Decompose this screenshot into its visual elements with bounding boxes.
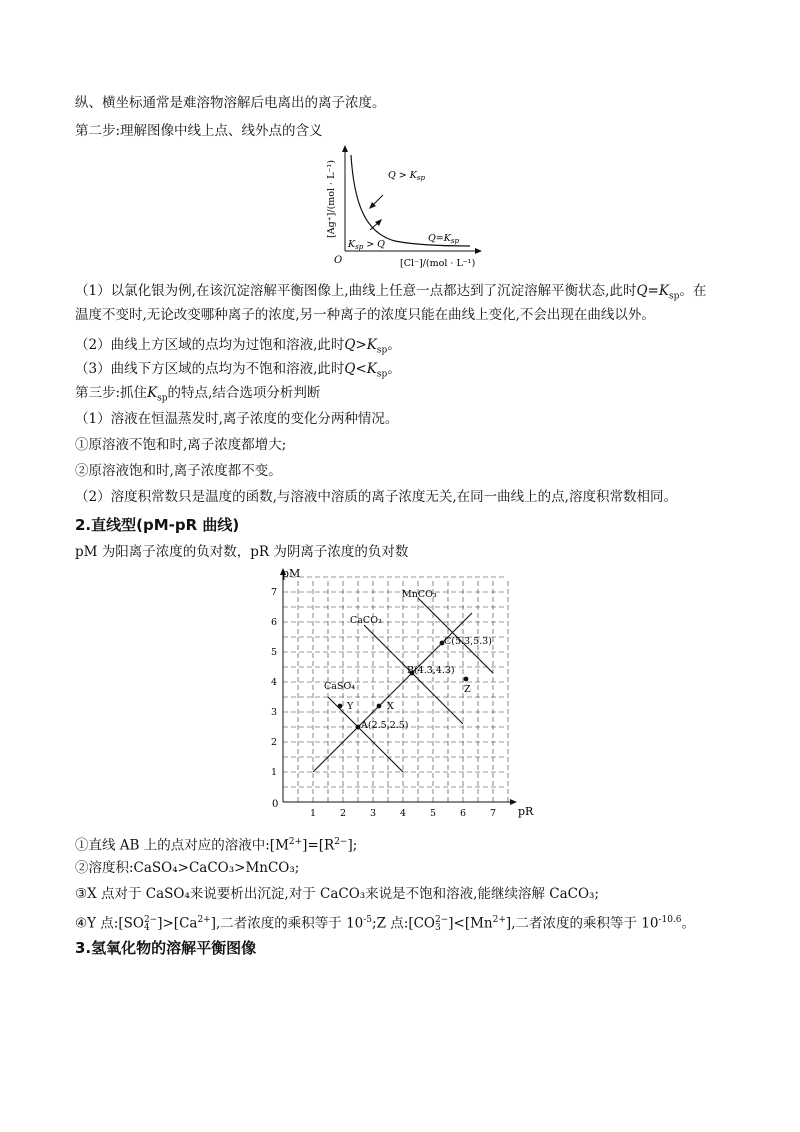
- x-tick-label: 1: [310, 808, 317, 819]
- label-point-a: A(2.5,2.5): [361, 720, 409, 731]
- label-point-z: Z: [464, 684, 471, 695]
- x-tick-label: 4: [400, 808, 407, 819]
- label-mnco3: MnCO₃: [402, 589, 437, 600]
- label-on-curve: $Q=K_{sp}$: [428, 233, 459, 245]
- paragraph-step3: 第三步:抓住$K_{sp}$的特点,结合选项分析判断: [75, 385, 321, 404]
- paragraph-unsaturated: ①原溶液不饱和时,离子浓度都增大;: [75, 437, 287, 453]
- paragraph-ksp-temperature: （2）溶度积常数只是温度的函数,与溶液中溶质的离子浓度无关,在同一曲线上的点,溶度积常数相同。: [75, 489, 677, 505]
- x-tick-label: 5: [430, 808, 437, 819]
- pm-pr-chart: [260, 563, 540, 825]
- paragraph-point-on-curve-cont: 温度不变时,无论改变哪种离子的浓度,另一种离子的浓度只能在曲线上变化,不会出现在曲线以外。: [75, 307, 655, 323]
- chart-xlabel: pR: [518, 805, 534, 818]
- x-tick-label: 3: [370, 808, 377, 819]
- fig1-ylabel: [Ag⁺]/(mol · L⁻¹): [326, 160, 337, 238]
- x-tick-label: 2: [340, 808, 347, 819]
- note-ksp-order: ②溶度积:CaSO₄>CaCO₃>MnCO₃;: [75, 860, 300, 876]
- fig1-origin: O: [334, 255, 343, 266]
- label-below-curve: $K_{sp} > Q$: [348, 239, 385, 251]
- label-caco3: CaCO₃: [350, 615, 382, 626]
- solubility-curve: [351, 155, 470, 246]
- paragraph-axis-note: 纵、横坐标通常是难溶物溶解后电离出的离子浓度。: [75, 95, 386, 111]
- x-tick-label: 6: [460, 808, 467, 819]
- heading-hydroxide: 3.氢氧化物的溶解平衡图像: [75, 939, 257, 957]
- y-tick-label: 4: [271, 677, 278, 688]
- note-point-x: ③X 点对于 CaSO₄来说要析出沉淀,对于 CaCO₃来说是不饱和溶液,能继续溶解 CaCO₃;: [75, 886, 599, 902]
- chart-origin: 0: [272, 799, 279, 810]
- label-caso4: CaSO₄: [324, 681, 356, 692]
- note-line-ab: ①直线 AB 上的点对应的溶液中$:[M^{2+}]=[R^{2-}]$;: [75, 837, 358, 854]
- label-point-x: X: [387, 701, 394, 712]
- heading-linear-type: 2.直线型(pM-pR 曲线): [75, 516, 240, 534]
- y-tick-label: 5: [271, 647, 278, 658]
- x-tick-label: 7: [490, 808, 497, 819]
- y-tick-label: 2: [271, 737, 278, 748]
- x-axis-arrow: [510, 799, 517, 805]
- paragraph-step2: 第二步:理解图像中线上点、线外点的含义: [75, 123, 323, 139]
- ksp-curve-figure: [310, 143, 490, 273]
- label-point-c: C(5.3,5.3): [444, 636, 492, 647]
- paragraph-below-curve: （3）曲线下方区域的点均为不饱和溶液,此时$Q<K_{sp}$。: [75, 361, 401, 380]
- y-tick-label: 7: [271, 587, 278, 598]
- data-point: [338, 704, 343, 709]
- data-point: [464, 677, 469, 682]
- paragraph-saturated: ②原溶液饱和时,离子浓度都不变。: [75, 463, 282, 479]
- data-point: [356, 725, 361, 730]
- chart-ylabel: pM: [282, 567, 301, 580]
- label-point-b: B(4.3,4.3): [407, 665, 455, 676]
- data-point: [377, 704, 382, 709]
- label-above-curve: $Q > K_{sp}$: [388, 170, 425, 182]
- y-tick-label: 3: [271, 707, 278, 718]
- paragraph-evaporation: （1）溶液在恒温蒸发时,离子浓度的变化分两种情况。: [75, 411, 399, 427]
- fig1-xlabel: [Cl⁻]/(mol · L⁻¹): [400, 258, 476, 269]
- label-point-y: Y: [347, 701, 354, 712]
- paragraph-above-curve: （2）曲线上方区域的点均为过饱和溶液,此时$Q>K_{sp}$。: [75, 337, 401, 356]
- y-tick-label: 6: [271, 617, 278, 628]
- paragraph-point-on-curve: （1）以氯化银为例,在该沉淀溶解平衡图像上,曲线上任意一点都达到了沉淀溶解平衡状态,此时$Q=K_{sp}$。在: [75, 283, 707, 302]
- y-tick-label: 1: [271, 767, 278, 778]
- paragraph-pm-pr-definition: pM 为阳离子浓度的负对数，pR 为阴离子浓度的负对数: [75, 544, 409, 560]
- note-points-y-z: ④Y 点:[SO 2− 4 ]$>[Ca^{2+}]$,二者浓度的乘积等于 $10^{-5};Z$ 点:[CO 2− 3 ]$<[Mn^{2+}]$,二者浓度的乘积等于 $10^{-10.6}$。: [75, 915, 696, 933]
